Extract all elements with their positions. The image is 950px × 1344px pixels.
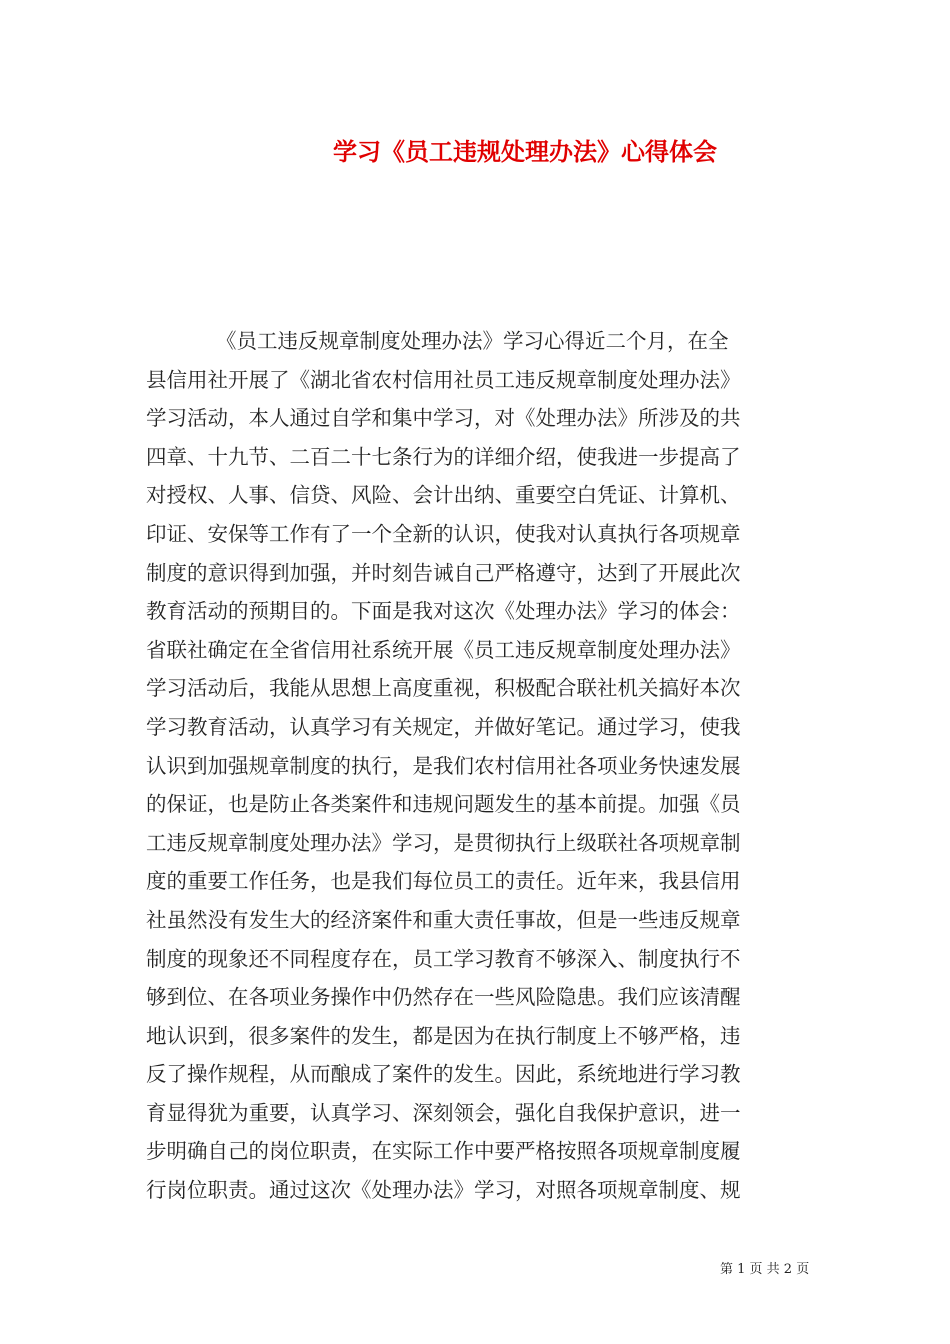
body-line: 地认识到，很多案件的发生，都是因为在执行制度上不够严格，违 [146,1023,741,1048]
body-line: 县信用社开展了《湖北省农村信用社员工违反规章制度处理办法》 [146,367,741,392]
body-line: 制度的意识得到加强，并时刻告诫自己严格遵守，达到了开展此次 [146,560,741,585]
body-line: 育显得犹为重要，认真学习、深刻领会，强化自我保护意识，进一 [146,1100,741,1125]
body-line: 的保证，也是防止各类案件和违规问题发生的基本前提。加强《员 [146,792,741,817]
body-line: 工违反规章制度处理办法》学习，是贯彻执行上级联社各项规章制 [146,830,741,855]
body-line: 社虽然没有发生大的经济案件和重大责任事故，但是一些违反规章 [146,907,741,932]
body-line: 够到位、在各项业务操作中仍然存在一些风险隐患。我们应该清醒 [146,985,741,1010]
body-line: 认识到加强规章制度的执行，是我们农村信用社各项业务快速发展 [146,753,741,778]
document-title: 学习《员工违规处理办法》心得体会 [333,137,717,166]
body-line: 学习教育活动，认真学习有关规定，并做好笔记。通过学习，使我 [146,714,741,739]
body-line: 印证、安保等工作有了一个全新的认识，使我对认真执行各项规章 [146,521,741,546]
body-line: 《员工违反规章制度处理办法》学习心得近二个月，在全 [216,329,729,353]
body-line: 反了操作规程，从而酿成了案件的发生。因此，系统地进行学习教 [146,1062,741,1087]
body-line: 四章、十九节、二百二十七条行为的详细介绍，使我进一步提高了 [146,444,741,469]
body-line: 行岗位职责。通过这次《处理办法》学习，对照各项规章制度、规 [146,1178,741,1203]
page-number: 第 1 页 共 2 页 [720,1262,810,1277]
body-line: 对授权、人事、信贷、风险、会计出纳、重要空白凭证、计算机、 [146,483,741,508]
body-line: 步明确自己的岗位职责，在实际工作中要严格按照各项规章制度履 [146,1139,741,1164]
body-line: 学习活动后，我能从思想上高度重视，积极配合联社机关搞好本次 [146,676,741,701]
body-line: 省联社确定在全省信用社系统开展《员工违反规章制度处理办法》 [146,637,741,662]
body-line: 度的重要工作任务，也是我们每位员工的责任。近年来，我县信用 [146,869,741,894]
body-line: 学习活动，本人通过自学和集中学习，对《处理办法》所涉及的共 [146,406,741,431]
document-body [146,322,806,1210]
body-line: 制度的现象还不同程度存在，员工学习教育不够深入、制度执行不 [146,946,741,971]
body-line: 教育活动的预期目的。下面是我对这次《处理办法》学习的体会： [146,599,741,624]
